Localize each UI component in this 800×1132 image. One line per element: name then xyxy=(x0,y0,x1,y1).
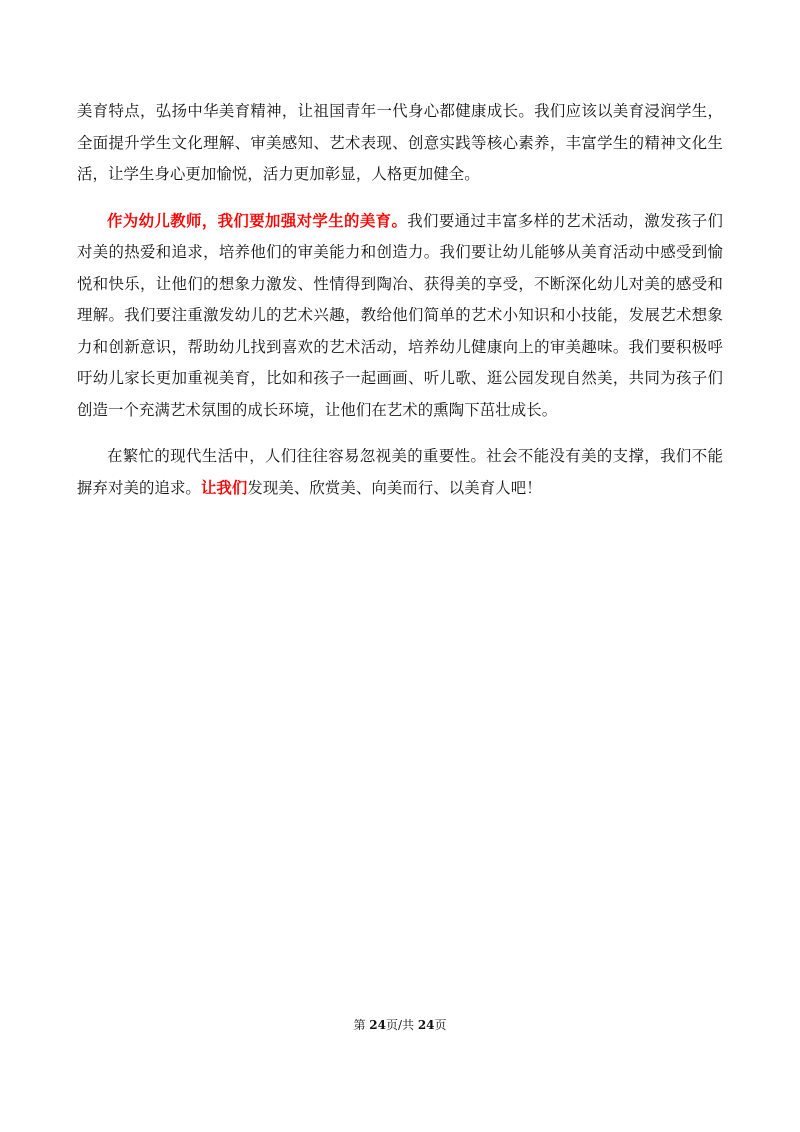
paragraph-2 xyxy=(77,206,723,427)
footer-prefix: 第 xyxy=(353,1018,370,1032)
paragraph-3-text-before: 在繁忙的现代生活中，人们往往容易忽视美的重要性。社会不能没有美的支撑，我们不能摒弃对美的追求。 xyxy=(77,447,723,497)
paragraph-3 xyxy=(77,441,723,504)
document-body xyxy=(77,96,723,504)
footer-total-pages: 24 xyxy=(417,1018,435,1032)
paragraph-3-highlight: 让我们 xyxy=(200,478,248,497)
paragraph-2-text: 我们要通过丰富多样的艺术活动，激发孩子们对美的热爱和追求，培养他们的审美能力和创造力。我们要让幼儿能够从美育活动中感受到愉悦和快乐，让他们的想象力激发、性情得到陶冶、获得美的享受，不断深化幼儿对美的感受和理解。我们要注重激发幼儿的艺术兴趣，教给他们简单的艺术小知识和小技能，发展艺术想象力和创新意识，帮助幼儿找到喜欢的艺术活动，培养幼儿健康向上的审美趣味。我们要积极呼吁幼儿家长更加重视美育，比如和孩子一起画画、听儿歌、逛公园发现自然美，共同为孩子们创造一个充满艺术氛围的成长环境，让他们在艺术的熏陶下茁壮成长。 xyxy=(77,211,723,419)
paragraph-2-highlight: 作为幼儿教师，我们要加强对学生的美育。 xyxy=(107,211,408,230)
footer-suffix: 页 xyxy=(434,1018,447,1032)
footer-middle: 页/共 xyxy=(385,1018,418,1032)
page-footer xyxy=(0,1017,800,1033)
paragraph-3-text-after: 发现美、欣赏美、向美而行、以美育人吧！ xyxy=(247,478,542,497)
paragraph-1-text: 美育特点，弘扬中华美育精神，让祖国青年一代身心都健康成长。我们应该以美育浸润学生，全面提升学生文化理解、审美感知、艺术表现、创意实践等核心素养，丰富学生的精神文化生活，让学生身心更加愉悦，活力更加彰显，人格更加健全。 xyxy=(77,102,723,183)
paragraph-1 xyxy=(77,96,723,191)
footer-current-page: 24 xyxy=(369,1018,386,1032)
